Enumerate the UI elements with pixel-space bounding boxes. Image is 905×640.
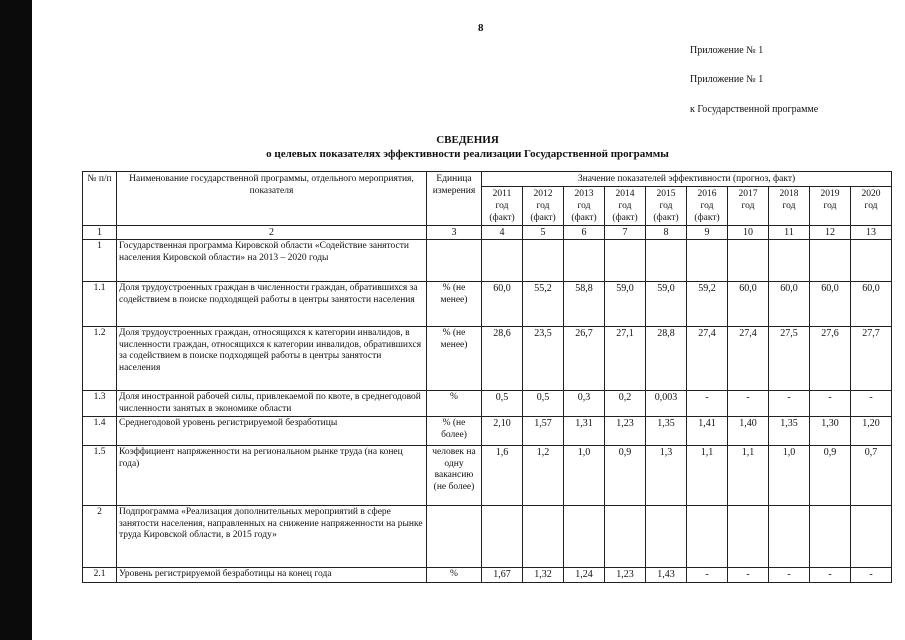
indicator-unit: % [427, 568, 482, 583]
indicator-value: 0,7 [851, 446, 892, 506]
indicator-value: 1,41 [687, 417, 728, 446]
indicator-unit: человек на одну вакансию (не более) [427, 446, 482, 506]
header-year-2012 [523, 187, 564, 226]
indicator-value: 1,32 [523, 568, 564, 583]
year-sub-label: год [823, 201, 837, 211]
indicator-name: Коэффициент напряженности на региональном рынке труда (на конец года) [117, 446, 427, 506]
header-year-2015 [646, 187, 687, 226]
year-label: 2013 [574, 189, 594, 199]
indicator-value: 0,3 [564, 391, 605, 417]
indicator-value: - [769, 391, 810, 417]
year-sub-label: год [495, 201, 509, 211]
year-sub-label: год [700, 201, 714, 211]
indicator-value: 58,8 [564, 282, 605, 327]
indicator-value: 27,5 [769, 327, 810, 391]
indicator-value: 1,20 [851, 417, 892, 446]
indicator-value: 60,0 [728, 282, 769, 327]
indicator-value [851, 506, 892, 568]
row-number: 1.4 [83, 417, 117, 446]
indicator-value: 1,35 [646, 417, 687, 446]
year-note-label [730, 212, 766, 224]
header-row-1 [83, 172, 892, 187]
year-sub-label: год [741, 201, 755, 211]
appendix-line-2: Приложение № 1 [690, 74, 764, 85]
table-row [83, 568, 892, 583]
year-label: 2019 [820, 189, 840, 199]
column-number: 10 [728, 226, 769, 240]
table-row [83, 417, 892, 446]
column-number: 3 [427, 226, 482, 240]
column-number: 9 [687, 226, 728, 240]
header-year-2017 [728, 187, 769, 226]
indicator-value: 1,6 [482, 446, 523, 506]
indicator-value [605, 506, 646, 568]
indicator-value: 0,9 [810, 446, 851, 506]
indicator-value: 28,8 [646, 327, 687, 391]
indicator-value: - [851, 568, 892, 583]
indicator-value [482, 240, 523, 282]
appendix-line-1: Приложение № 1 [690, 45, 764, 56]
indicator-name: Государственная программа Кировской области «Содействие занятости населения Кировской области» на 2013 – 2020 годы [117, 240, 427, 282]
header-unit: Единица измерения [427, 172, 482, 226]
indicator-value: 60,0 [810, 282, 851, 327]
indicator-value: 1,24 [564, 568, 605, 583]
table-body [83, 240, 892, 583]
indicator-value [810, 240, 851, 282]
indicator-value: 1,2 [523, 446, 564, 506]
indicator-value: 60,0 [769, 282, 810, 327]
indicator-value [605, 240, 646, 282]
table-row [83, 391, 892, 417]
table-row [83, 282, 892, 327]
header-year-2013 [564, 187, 605, 226]
indicator-value [646, 506, 687, 568]
year-note-label: (факт) [489, 213, 515, 223]
column-number: 12 [810, 226, 851, 240]
year-note-label [853, 212, 889, 224]
table-row [83, 506, 892, 568]
indicator-value: - [687, 391, 728, 417]
year-label: 2020 [861, 189, 881, 199]
indicator-value: 1,31 [564, 417, 605, 446]
indicator-value: 59,0 [646, 282, 687, 327]
indicator-value: 0,5 [523, 391, 564, 417]
year-sub-label: год [618, 201, 632, 211]
year-sub-label: год [577, 201, 591, 211]
indicator-value: 1,1 [687, 446, 728, 506]
year-label: 2011 [492, 189, 512, 199]
indicator-value: 1,0 [769, 446, 810, 506]
year-note-label [771, 212, 807, 224]
indicator-value [687, 506, 728, 568]
year-sub-label: год [659, 201, 673, 211]
indicator-value: 1,43 [646, 568, 687, 583]
header-year-2011 [482, 187, 523, 226]
year-label: 2016 [697, 189, 717, 199]
header-year-2016 [687, 187, 728, 226]
row-number: 2.1 [83, 568, 117, 583]
indicator-value: 0,5 [482, 391, 523, 417]
header-year-2014 [605, 187, 646, 226]
column-number: 13 [851, 226, 892, 240]
year-note-label: (факт) [612, 213, 638, 223]
indicator-value: 1,1 [728, 446, 769, 506]
indicator-value: - [728, 391, 769, 417]
indicator-value: - [810, 391, 851, 417]
indicator-value: 28,6 [482, 327, 523, 391]
indicator-value: 60,0 [851, 282, 892, 327]
indicator-unit: % (не менее) [427, 282, 482, 327]
year-sub-label: год [864, 201, 878, 211]
indicator-value [646, 240, 687, 282]
year-label: 2018 [779, 189, 799, 199]
indicator-name: Доля трудоустроенных граждан, относящихся к категории инвалидов, в численности граждан, относящихся к категории инвалидов, обратившихся за содействием в поиске подходящей работы в центры занятости населения [117, 327, 427, 391]
header-year-2018 [769, 187, 810, 226]
indicator-value [564, 506, 605, 568]
indicator-value [523, 240, 564, 282]
indicator-value: 1,0 [564, 446, 605, 506]
year-note-label: (факт) [653, 213, 679, 223]
header-num: № п/п [83, 172, 117, 226]
indicator-value: 23,5 [523, 327, 564, 391]
document-subtitle: о целевых показателях эффективности реализации Государственной программы [266, 148, 669, 160]
column-number: 6 [564, 226, 605, 240]
indicator-value: 1,35 [769, 417, 810, 446]
indicator-value: 1,3 [646, 446, 687, 506]
column-number: 1 [83, 226, 117, 240]
row-number: 2 [83, 506, 117, 568]
indicator-value [769, 240, 810, 282]
indicator-value: 27,7 [851, 327, 892, 391]
indicator-unit [427, 240, 482, 282]
year-sub-label: год [782, 201, 796, 211]
table-row [83, 327, 892, 391]
indicator-unit: % [427, 391, 482, 417]
indicator-value: 27,4 [687, 327, 728, 391]
page-number: 8 [478, 22, 484, 34]
indicator-value: - [687, 568, 728, 583]
row-number: 1.3 [83, 391, 117, 417]
indicator-value [687, 240, 728, 282]
year-sub-label: год [536, 201, 550, 211]
indicator-name: Подпрограмма «Реализация дополнительных мероприятий в сфере занятости населения, направленных на снижение напряженности на рынке труда Кировской области, в 2015 году» [117, 506, 427, 568]
indicator-value [728, 506, 769, 568]
row-number: 1.2 [83, 327, 117, 391]
indicator-value: - [769, 568, 810, 583]
indicator-value [564, 240, 605, 282]
indicator-value: 59,0 [605, 282, 646, 327]
indicator-unit [427, 506, 482, 568]
indicator-value: 0,2 [605, 391, 646, 417]
column-number: 2 [117, 226, 427, 240]
table-row [83, 240, 892, 282]
header-year-2020 [851, 187, 892, 226]
year-note-label: (факт) [694, 213, 720, 223]
indicator-value: 1,40 [728, 417, 769, 446]
column-numbers-row [83, 226, 892, 240]
indicator-value: 1,30 [810, 417, 851, 446]
row-number: 1.5 [83, 446, 117, 506]
indicator-value: 55,2 [523, 282, 564, 327]
indicator-name: Доля иностранной рабочей силы, привлекаемой по квоте, в среднегодовой численности занятых в экономике области [117, 391, 427, 417]
column-number: 7 [605, 226, 646, 240]
indicator-value: - [810, 568, 851, 583]
scan-edge-bar [0, 0, 32, 640]
header-name: Наименование государственной программы, отдельного мероприятия, показателя [117, 172, 427, 226]
column-number: 5 [523, 226, 564, 240]
year-note-label [812, 212, 848, 224]
indicator-value [769, 506, 810, 568]
indicator-value [810, 506, 851, 568]
indicator-value [523, 506, 564, 568]
indicator-name: Уровень регистрируемой безработицы на конец года [117, 568, 427, 583]
indicator-value: - [851, 391, 892, 417]
year-label: 2014 [615, 189, 635, 199]
year-label: 2012 [533, 189, 553, 199]
indicator-value: 27,1 [605, 327, 646, 391]
indicator-value: 0,9 [605, 446, 646, 506]
indicator-value [728, 240, 769, 282]
indicator-value: 2,10 [482, 417, 523, 446]
indicator-unit: % (не менее) [427, 327, 482, 391]
indicator-value: 1,23 [605, 568, 646, 583]
indicator-value: 27,4 [728, 327, 769, 391]
indicator-unit: % (не более) [427, 417, 482, 446]
year-note-label: (факт) [530, 213, 556, 223]
indicator-value: 1,57 [523, 417, 564, 446]
appendix-line-3: к Государственной программе [690, 104, 819, 115]
indicator-value: - [728, 568, 769, 583]
column-number: 4 [482, 226, 523, 240]
indicator-name: Доля трудоустроенных граждан в численности граждан, обратившихся за содействием в поиске подходящей работы в центры занятости населения [117, 282, 427, 327]
indicator-value: 60,0 [482, 282, 523, 327]
document-title: СВЕДЕНИЯ [436, 134, 499, 146]
indicator-value: 59,2 [687, 282, 728, 327]
indicator-value: 27,6 [810, 327, 851, 391]
indicator-value [482, 506, 523, 568]
header-values-group: Значение показателей эффективности (прогноз, факт) [482, 172, 892, 187]
indicator-name: Среднегодовой уровень регистрируемой безработицы [117, 417, 427, 446]
indicator-value: 26,7 [564, 327, 605, 391]
year-note-label: (факт) [571, 213, 597, 223]
row-number: 1 [83, 240, 117, 282]
indicator-value: 0,003 [646, 391, 687, 417]
header-year-2019 [810, 187, 851, 226]
year-label: 2017 [738, 189, 758, 199]
column-number: 8 [646, 226, 687, 240]
column-number: 11 [769, 226, 810, 240]
indicator-value [851, 240, 892, 282]
row-number: 1.1 [83, 282, 117, 327]
year-label: 2015 [656, 189, 676, 199]
table-row [83, 446, 892, 506]
indicators-table [82, 171, 892, 583]
indicator-value: 1,23 [605, 417, 646, 446]
indicator-value: 1,67 [482, 568, 523, 583]
